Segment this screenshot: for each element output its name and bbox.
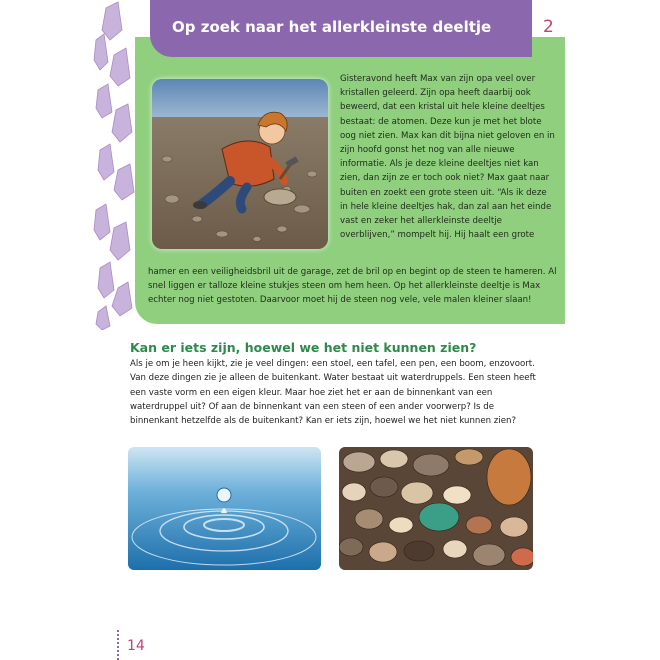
chapter-title: Op zoek naar het allerkleinste deeltje — [172, 18, 492, 36]
section-heading: Kan er iets zijn, hoewel we het niet kunnen zien? — [130, 340, 477, 355]
crystal-decoration — [92, 0, 136, 330]
pebbles-photo — [339, 447, 533, 570]
story-text-continued: hamer en een veiligheidsbril uit de garage, zet de bril op en begint op de steen te hameren. Al snel liggen er talloze kleine stukjes steen om hem heen. Op het allerkleinste deeltje is Max echter nog niet gestoten. Daarvoor moet hij de steen nog vele, vele malen kleiner slaan! — [148, 267, 557, 306]
section-body-text: Als je om je heen kijkt, zie je veel dingen: een stoel, een tafel, een pen, een boom, enzovoort. Van deze dingen zie je alleen de buitenkant. Water bestaat uit waterdruppels. Een steen heeft een vaste vorm en een eigen kleur. Maar hoe ziet het er aan de binnenkant van een waterdruppel uit? Of aan de binnenkant van een steen of een ander voorwerp? Is de binnenkant hetzelfde als de buitenkant? Kan er iets zijn, hoewel we het niet kunnen zien? — [130, 359, 536, 427]
water-drop-photo — [128, 447, 321, 570]
chapter-number: 2 — [543, 17, 554, 37]
page-number-divider — [117, 630, 121, 660]
story-text-column: Gisteravond heeft Max van zijn opa veel over kristallen geleerd. Zijn opa heeft daarbij ook beweerd, dat een kristal uit hele kleine deeltjes bestaat: de atomen. Deze kun je met het blote oog niet zien. Max kan dit bijna niet geloven en in zijn hoofd gonst het nog van alle nieuwe informatie. Als je deze kleine deeltjes niet kan zien, dan zijn ze er toch ook niet? Max gaat naar buiten en zoekt een grote steen uit. “Als ik deze in hele kleine deeltjes hak, dan zal aan het einde vast en zeker het allerkleinste deeltje overblijven,” mompelt hij. Hij haalt een grote — [340, 74, 555, 241]
boy-hammering-illustration — [152, 79, 328, 249]
chapter-title-bar — [150, 0, 532, 57]
page-number: 14 — [127, 638, 145, 654]
